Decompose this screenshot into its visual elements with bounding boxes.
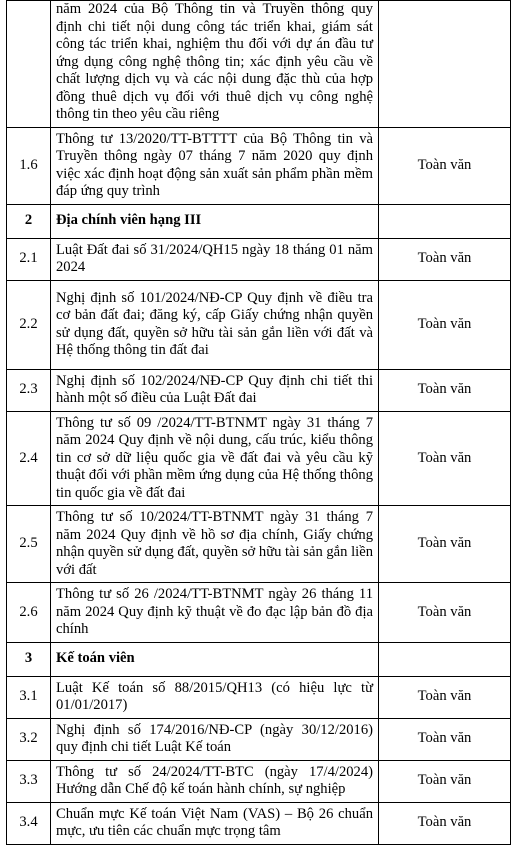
row-number: 2.1 [7,238,51,280]
row-content: Chuẩn mực Kế toán Việt Nam (VAS) – Bộ 26 chuẩn mực, ưu tiên các chuẩn mực trọng tâm [51,802,379,844]
row-note: Toàn văn [379,760,511,802]
row-note: Toàn văn [379,506,511,583]
row-content: Nghị định số 101/2024/NĐ-CP Quy định về điều tra cơ bản đất đai; đăng ký, cấp Giấy chứng nhận quyền sử dụng đất, quyền sở hữu tài sản gắn liền với đất và Hệ thống thông tin đất đai [51,280,379,369]
section-title: Địa chính viên hạng III [51,204,379,238]
table-row [7,760,511,802]
row-content: Thông tư số 10/2024/TT-BTNMT ngày 31 tháng 7 năm 2024 Quy định về hồ sơ địa chính, Giấy chứng nhận quyền sử dụng đất, quyền sở hữu tài sản gắn liền với đất [51,506,379,583]
row-number [7,1,51,128]
row-number: 3.4 [7,802,51,844]
row-number: 2 [7,204,51,238]
row-content: Luật Đất đai số 31/2024/QH15 ngày 18 tháng 01 năm 2024 [51,238,379,280]
row-number: 3 [7,642,51,676]
row-number: 2.5 [7,506,51,583]
row-note: Toàn văn [379,583,511,643]
row-number: 2.2 [7,280,51,369]
table-row [7,718,511,760]
row-number: 2.4 [7,411,51,506]
row-content: Thông tư số 09 /2024/TT-BTNMT ngày 31 tháng 7 năm 2024 Quy định về nội dung, cấu trúc, kiểu thông tin cơ sở dữ liệu quốc gia về đất đai và yêu cầu kỹ thuật đối với phần mềm ứng dụng của Hệ thống thông tin quốc gia về đất đai [51,411,379,506]
row-content: Thông tư số 26 /2024/TT-BTNMT ngày 26 tháng 11 năm 2024 Quy định kỹ thuật về đo đạc lập bản đồ địa chính [51,583,379,643]
section-row [7,642,511,676]
table-row [7,411,511,506]
row-content: Thông tư số 24/2024/TT-BTC (ngày 17/4/2024) Hướng dẫn Chế độ kế toán hành chính, sự nghiệp [51,760,379,802]
row-content: Luật Kế toán số 88/2015/QH13 (có hiệu lực từ 01/01/2017) [51,676,379,718]
row-number: 2.6 [7,583,51,643]
table-row [7,280,511,369]
row-note: Toàn văn [379,127,511,204]
row-number: 3.3 [7,760,51,802]
row-note: Toàn văn [379,411,511,506]
document-table [6,0,511,845]
table-row [7,369,511,411]
row-content: năm 2024 của Bộ Thông tin và Truyền thông quy định chi tiết nội dung công tác triển khai, giám sát công tác triển khai, nghiệm thu đối với dự án đầu tư ứng dụng công nghệ thông tin; xác định yêu cầu về chất lượng dịch vụ và các nội dung đặc thù của hợp đồng thuê dịch vụ đối với thuê dịch vụ công nghệ thông tin theo yêu cầu riêng [51,1,379,128]
row-note: Toàn văn [379,238,511,280]
row-note [379,642,511,676]
table-row [7,583,511,643]
row-note: Toàn văn [379,676,511,718]
section-row [7,204,511,238]
table-row [7,506,511,583]
row-note: Toàn văn [379,718,511,760]
row-number: 3.2 [7,718,51,760]
table-row [7,802,511,844]
row-note: Toàn văn [379,369,511,411]
table-row [7,127,511,204]
row-content: Thông tư 13/2020/TT-BTTTT của Bộ Thông tin và Truyền thông ngày 07 tháng 7 năm 2020 quy định việc xác định hoạt động sản xuất sản phẩm phần mềm đáp ứng quy trình [51,127,379,204]
row-number: 3.1 [7,676,51,718]
table-row [7,676,511,718]
row-note: Toàn văn [379,280,511,369]
section-title: Kế toán viên [51,642,379,676]
row-note: Toàn văn [379,802,511,844]
row-note [379,204,511,238]
table-row [7,238,511,280]
table-row [7,1,511,128]
row-content: Nghị định số 102/2024/NĐ-CP Quy định chi tiết thi hành một số điều của Luật Đất đai [51,369,379,411]
row-content: Nghị định số 174/2016/NĐ-CP (ngày 30/12/2016) quy định chi tiết Luật Kế toán [51,718,379,760]
row-note [379,1,511,128]
row-number: 1.6 [7,127,51,204]
row-number: 2.3 [7,369,51,411]
table-body [7,1,511,845]
